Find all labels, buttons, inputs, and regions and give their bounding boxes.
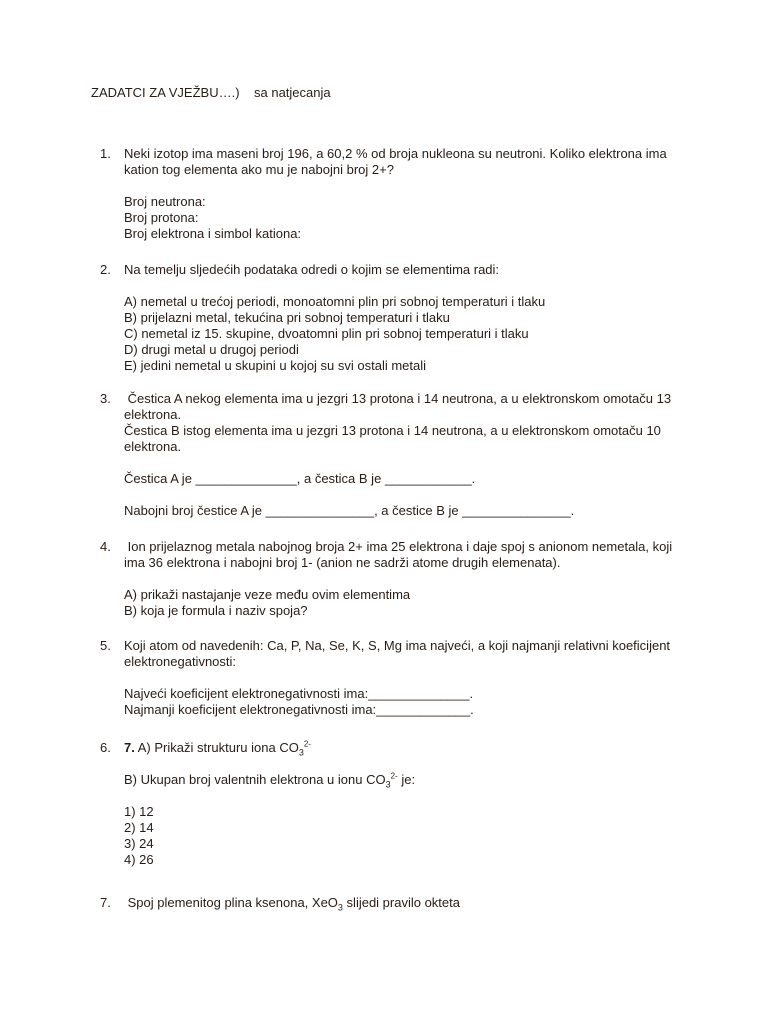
answer-field-label: Broj elektrona i simbol kationa: xyxy=(124,226,302,241)
question-number: 7. xyxy=(100,895,111,910)
question-3 xyxy=(100,391,700,519)
option-item: 3) 24 xyxy=(124,836,154,851)
question-number: 5. xyxy=(100,638,111,653)
question-text: ima 36 elektrona i nabojni broj 1- (anion ne sadrži atome drugih elemenata). xyxy=(124,555,561,570)
option-item: 1) 12 xyxy=(124,804,154,819)
question-number: 4. xyxy=(100,539,111,554)
question-6 xyxy=(100,740,700,868)
option-item: D) drugi metal u drugoj periodi xyxy=(124,342,299,357)
question-number: 6. xyxy=(100,740,111,755)
question-text: Na temelju sljedećih podataka odredi o kojim se elementima radi: xyxy=(124,262,500,277)
fill-in-line: Najveći koeficijent elektronegativnosti ima:______________. xyxy=(124,686,474,701)
answer-field-label: Broj neutrona: xyxy=(124,194,206,209)
question-text: Ion prijelaznog metala nabojnog broja 2+ ima 25 elektrona i daje spoj s anionom nemetala, koji xyxy=(124,539,673,554)
option-item: B) koja je formula i naziv spoja? xyxy=(124,603,308,618)
option-item: 2) 14 xyxy=(124,820,154,835)
question-text: kation tog elementa ako mu je nabojni broj 2+? xyxy=(124,162,394,177)
question-number: 3. xyxy=(100,391,111,406)
question-1 xyxy=(100,146,700,242)
question-text: B) Ukupan broj valentnih elektrona u ionu $CO_3^{2-}$ je: xyxy=(124,771,416,790)
question-text: Spoj plemenitog plina ksenona, XeO$_3$ slijedi pravilo okteta xyxy=(124,895,460,913)
fill-in-line: Najmanji koeficijent elektronegativnosti ima:_____________. xyxy=(124,702,474,717)
option-item: A) prikaži nastajanje veze među ovim elementima xyxy=(124,587,411,602)
question-5 xyxy=(100,638,700,718)
fill-in-line: Nabojni broj čestice A je _______________, a čestice B je _______________. xyxy=(124,503,575,518)
question-text: Čestica B istog elementa ima u jezgri 13 protona i 14 neutrona, a u elektronskom omotaču 10 xyxy=(124,423,661,438)
question-text: Čestica A nekog elementa ima u jezgri 13 protona i 14 neutrona, a u elektronskom omotaču 13 xyxy=(124,391,672,406)
question-number: 2. xyxy=(100,262,111,277)
question-text: Koji atom od navedenih: Ca, P, Na, Se, K, S, Mg ima najveći, a koji najmanji relativni koeficijent xyxy=(124,638,671,653)
option-item: 4) 26 xyxy=(124,852,154,867)
bold-number: 7. xyxy=(124,740,135,755)
question-7 xyxy=(100,895,700,911)
question-text: elektrona. xyxy=(124,407,182,422)
option-item: E) jedini nemetal u skupini u kojoj su svi ostali metali xyxy=(124,358,427,373)
document-title: ZADATCI ZA VJEŽBU….) sa natjecanja xyxy=(91,85,331,100)
question-text: Neki izotop ima maseni broj 196, a 60,2 % od broja nukleona su neutroni. Koliko elektrona ima xyxy=(124,146,667,161)
question-text: 7. A) Prikaži strukturu iona $CO_3^{2-}$ xyxy=(124,739,311,758)
option-item: B) prijelazni metal, tekućina pri sobnoj temperaturi i tlaku xyxy=(124,310,450,325)
fill-in-line: Čestica A je ______________, a čestica B je ____________. xyxy=(124,471,476,486)
question-number: 1. xyxy=(100,146,111,161)
option-item: C) nemetal iz 15. skupine, dvoatomni plin pri sobnoj temperaturi i tlaku xyxy=(124,326,529,341)
option-item: A) nemetal u trećoj periodi, monoatomni plin pri sobnoj temperaturi i tlaku xyxy=(124,294,546,309)
question-2 xyxy=(100,262,700,374)
answer-field-label: Broj protona: xyxy=(124,210,199,225)
question-text: elektrona. xyxy=(124,439,182,454)
question-4 xyxy=(100,539,700,619)
question-text: elektronegativnosti: xyxy=(124,654,237,669)
